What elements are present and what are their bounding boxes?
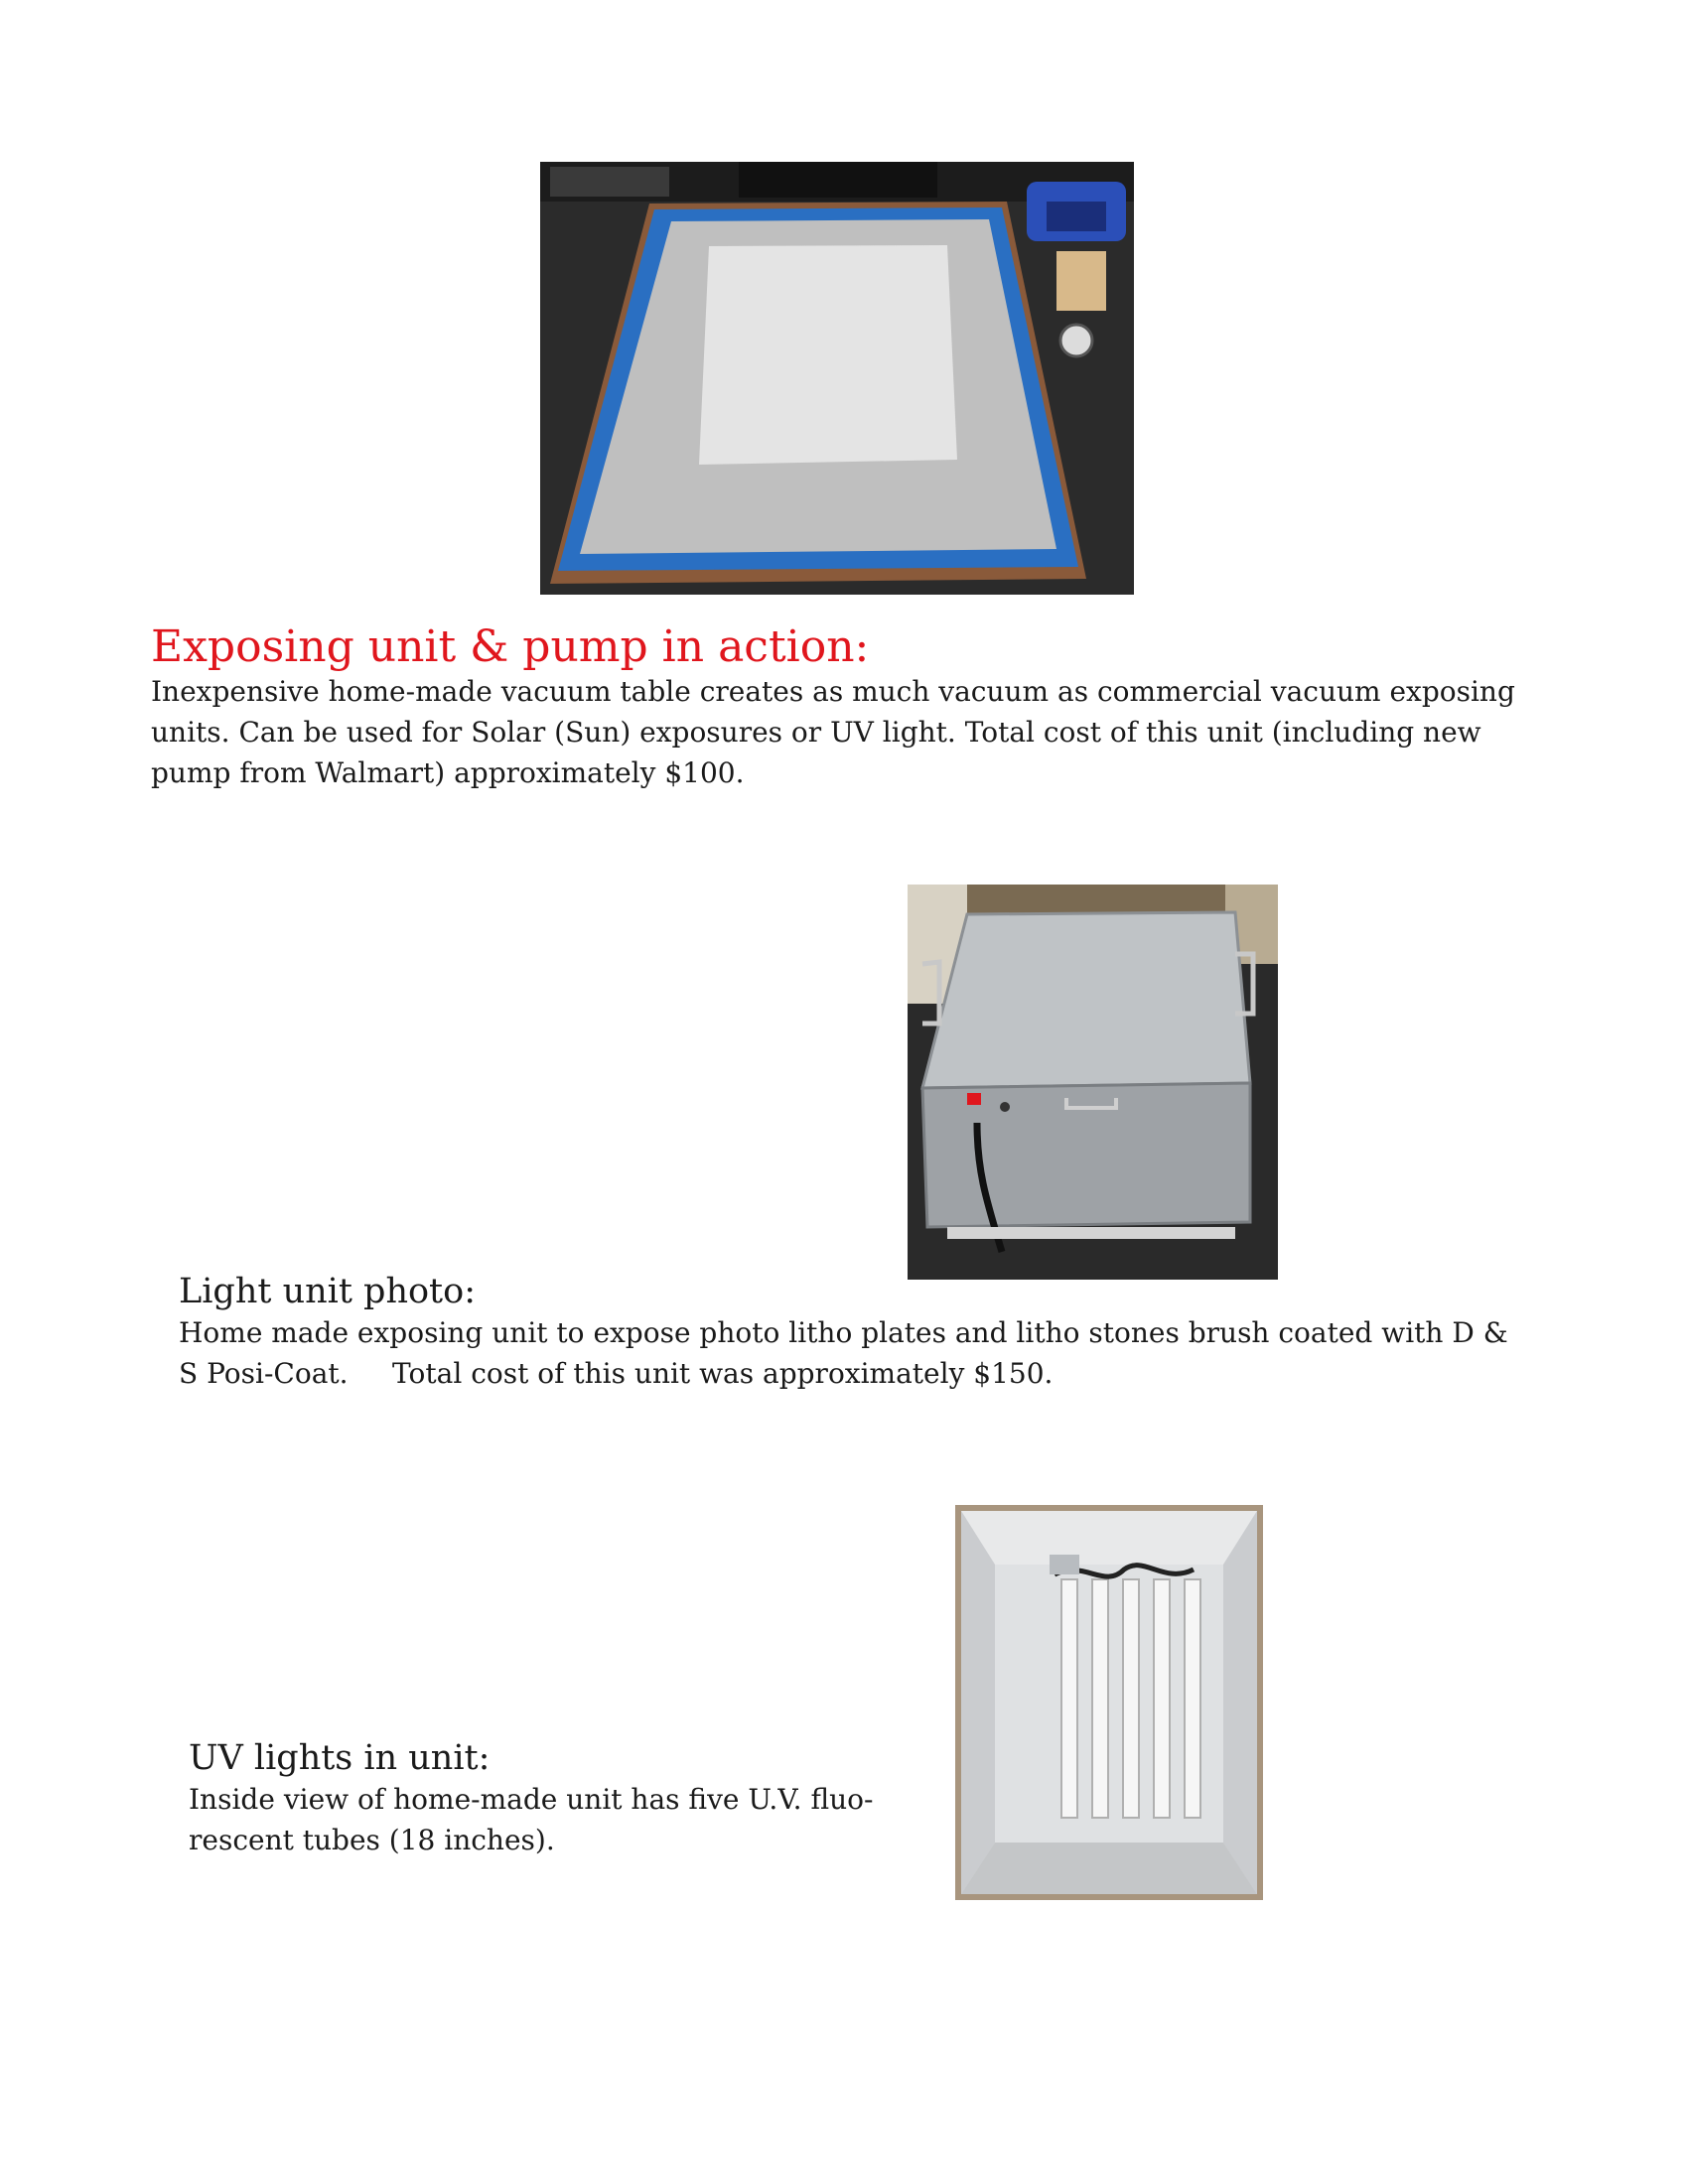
section-title-light-unit: Light unit photo: bbox=[179, 1272, 476, 1311]
section-body-line: Home made exposing unit to expose photo litho plates and litho stones brush coated with D & bbox=[179, 1316, 1508, 1349]
section-body-line: rescent tubes (18 inches). bbox=[189, 1824, 555, 1856]
section-body-line: units. Can be used for Solar (Sun) exposures or UV light. Total cost of this unit (including new bbox=[151, 716, 1481, 749]
section-body-line: S Posi-Coat. Total cost of this unit was approximately $150. bbox=[179, 1357, 1054, 1390]
section-body-line: pump from Walmart) approximately $100. bbox=[151, 756, 745, 789]
section-body-line: Inside view of home-made unit has five U.V. fluo- bbox=[189, 1783, 874, 1816]
uv-tubes-photo bbox=[955, 1505, 1263, 1900]
section-title-uv-lights: UV lights in unit: bbox=[189, 1738, 491, 1778]
vacuum-table-photo bbox=[540, 162, 1134, 595]
light-unit-photo bbox=[908, 885, 1278, 1280]
section-body-line: Inexpensive home-made vacuum table creates as much vacuum as commercial vacuum exposing bbox=[151, 675, 1515, 708]
section-title-vacuum: Exposing unit & pump in action: bbox=[151, 621, 870, 672]
